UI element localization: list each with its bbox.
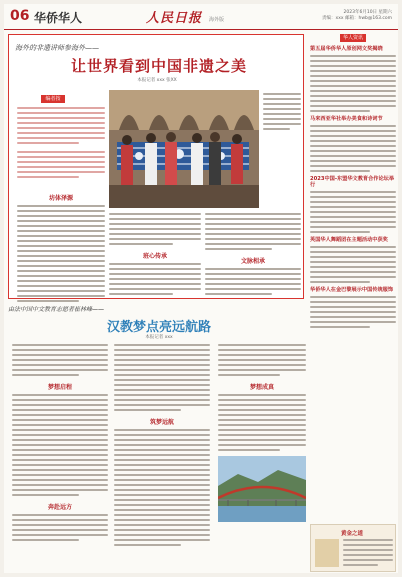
brief-headline-3: 2023中国-东盟华文教育合作论坛举行 [310, 176, 395, 188]
section-title: 华侨华人 [34, 11, 83, 25]
lead-subhead-3: 文脉相承 [240, 258, 265, 265]
lead-col-2 [109, 213, 201, 298]
brief-headline-2: 马来西亚华社举办美食和诗词节 [310, 116, 383, 122]
news-briefs-column [310, 34, 396, 524]
newspaper-page [4, 4, 398, 573]
second-col-1 [12, 344, 108, 544]
brief-headline-1: 第五届华侨华人原创网文奖揭晓 [310, 46, 383, 52]
second-kicker: 由法中国中文教育志愿者崔林峰—— [8, 306, 105, 313]
lead-col-3 [205, 213, 301, 298]
ad-illustration [315, 539, 339, 567]
editor-text: 责编：xxx 邮箱：hwb@163.com [322, 16, 392, 21]
lead-byline: 本报记者 xxx 张XX [137, 78, 177, 83]
second-byline: 本报记者 xxx [145, 335, 173, 340]
brief-headline-4: 英国华人舞蹈团在主题活动中获奖 [310, 237, 388, 243]
photo-caption [263, 93, 301, 205]
second-subhead-1: 梦想启程 [47, 384, 72, 391]
second-col-2 [114, 344, 210, 549]
masthead [4, 4, 398, 30]
date-text: 2023年6月10日 星期六 [343, 10, 392, 15]
lead-photo-image [109, 90, 259, 208]
ad-box [310, 524, 396, 572]
ad-title: 黄金之道 [341, 531, 364, 537]
ad-text [343, 539, 393, 569]
lead-subhead-2: 班心传承 [142, 253, 167, 260]
bridge-photo [218, 456, 306, 522]
news-briefs-label: 华人资讯 [340, 34, 366, 42]
editor-note-body [17, 107, 105, 187]
paper-logo: 人民日报 [146, 11, 203, 26]
second-headline: 汉教梦点亮远航路 [106, 320, 211, 335]
page-number: 06 [10, 8, 30, 24]
brief-headline-5: 华侨华人在金巴黎展示中国传统服饰 [310, 287, 394, 293]
lead-photo [109, 90, 259, 208]
lead-article [8, 34, 304, 299]
editor-note-tag: 编者按 [41, 95, 65, 103]
edition-label: 海外版 [209, 17, 225, 23]
bridge-photo-image [218, 456, 306, 522]
lead-col-1 [17, 193, 105, 305]
second-col-3 [218, 344, 306, 454]
second-subhead-3: 梦想成真 [249, 384, 274, 391]
dateline [322, 10, 392, 22]
lead-headline: 让世界看到中国非遗之美 [70, 57, 247, 75]
second-subhead-4: 奔赴远方 [47, 504, 72, 511]
second-subhead-2: 筑梦远航 [149, 419, 174, 426]
lead-subhead-1: 坊体泽源 [48, 195, 73, 202]
lead-kicker: 海外的非遗讲师参海外—— [15, 44, 99, 52]
